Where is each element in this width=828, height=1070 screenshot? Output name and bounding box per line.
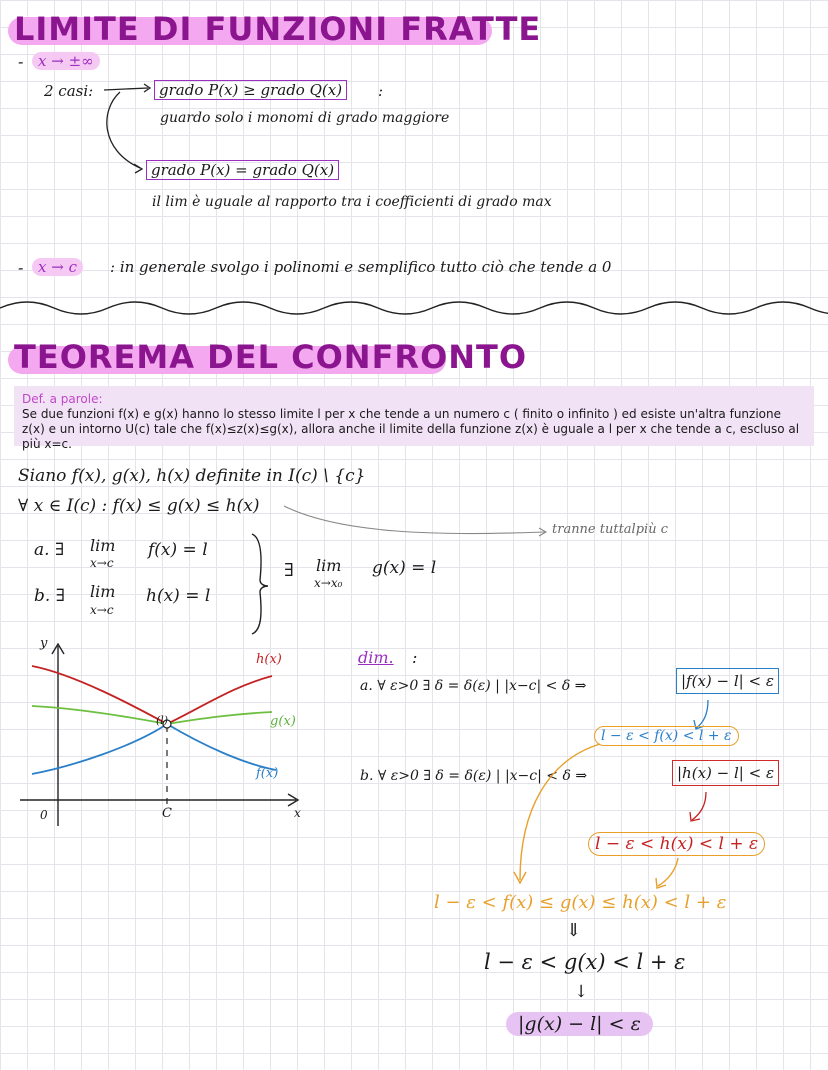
thesis-expr: g(x) = l [372, 558, 437, 578]
side-note: tranne tuttalpiù c [552, 522, 668, 537]
proof-step-b-box: |h(x) − l| < ε [672, 760, 779, 786]
hyp-a-label: a. ∃ [34, 540, 65, 560]
hyp-a-sub: x→c [90, 556, 114, 570]
section-title-comparison: TEOREMA DEL CONFRONTO [14, 338, 528, 376]
proof-step-a-box: |f(x) − l| < ε [676, 668, 779, 694]
step-a-result-oval: l − ε < f(x) < l + ε [594, 726, 739, 746]
case-a-colon: : [378, 82, 384, 100]
g-label: g(x) [270, 714, 296, 729]
proof-step-a: a. ∀ ε>0 ∃ δ = δ(ε) | |x−c| < δ ⇒ [360, 678, 587, 694]
bullet-dash-2: - [18, 258, 24, 277]
hyp-b-lim: lim [90, 582, 116, 601]
case-c-note: : in generale svolgo i polinomi e semplifico tutto ciò che tende a 0 [110, 258, 612, 276]
implies-arrow: ⇓ [566, 920, 582, 941]
case-b-box: grado P(x) = grado Q(x) [146, 160, 339, 180]
two-cases-label: 2 casi: [44, 82, 94, 100]
f-label: f(x) [256, 766, 279, 781]
point-label: (l) [156, 714, 169, 727]
thesis-sub: x→x₀ [314, 576, 343, 590]
proof-conclusion: |g(x) − l| < ε [506, 1012, 653, 1036]
f-curve [32, 724, 276, 774]
hypothesis-1: Siano f(x), g(x), h(x) definite in I(c) \ {c} [18, 466, 366, 486]
thesis-lim: lim [316, 556, 342, 575]
x-axis [20, 794, 298, 806]
case-a-box: grado P(x) ≥ grado Q(x) [154, 80, 347, 100]
proof-chain: l − ε < f(x) ≤ g(x) ≤ h(x) < l + ε [434, 892, 727, 913]
arrow-b [680, 790, 720, 826]
thesis-exists: ∃ [284, 560, 294, 581]
hypothesis-2: ∀ x ∈ I(c) : f(x) ≤ g(x) ≤ h(x) [18, 496, 260, 516]
origin-label: 0 [40, 808, 48, 822]
case-infinity: x → ±∞ [32, 52, 100, 70]
definition-label: Def. a parole: [22, 392, 103, 406]
case-c: x → c [32, 258, 83, 276]
hyp-b-label: b. ∃ [34, 586, 65, 606]
definition-text: Se due funzioni f(x) e g(x) hanno lo stesso limite l per x che tende a un numero c ( finito o infinito ) ed esiste un'altra funzione z(x) e un intorno U(c) tale che f(x)≤z(x)≤g(x), allora anche il limite della funzione z(x) è uguale a l per x che tende a c, escluso al più x=c. [22, 407, 800, 451]
wavy-divider [0, 296, 828, 320]
x-axis-label: x [294, 806, 301, 820]
arrow-down-2: ↓ [574, 982, 589, 1002]
dim-label: dim. [358, 648, 394, 667]
arrow-f-to-chain [508, 740, 608, 890]
y-axis-label: y [40, 636, 48, 651]
proof-step-b: b. ∀ ε>0 ∃ δ = δ(ε) | |x−c| < δ ⇒ [360, 768, 588, 784]
h-label: h(x) [256, 652, 282, 667]
hyp-b-expr: h(x) = l [146, 586, 211, 606]
case-a-note: guardo solo i monomi di grado maggiore [160, 110, 450, 126]
proof-step-b-result [588, 834, 765, 854]
step-b-result-oval: l − ε < h(x) < l + ε [588, 832, 765, 856]
side-note-arrow [280, 500, 555, 545]
hyp-a-lim: lim [90, 536, 116, 555]
curly-brace [246, 530, 276, 640]
definition-box [14, 386, 814, 451]
hyp-b-sub: x→c [90, 603, 114, 617]
c-label: C [162, 806, 172, 821]
section-title-limits: LIMITE DI FUNZIONI FRATTE [14, 10, 542, 48]
proof-step-a-result [594, 728, 739, 744]
dim-colon: : [412, 648, 418, 667]
arrow-h-to-chain [648, 856, 688, 892]
proof-chain-2: l − ε < g(x) < l + ε [484, 950, 686, 974]
hyp-a-expr: f(x) = l [148, 540, 208, 560]
bullet-dash: - [18, 52, 24, 71]
case-b-note: il lim è uguale al rapporto tra i coefficienti di grado max [152, 194, 552, 210]
